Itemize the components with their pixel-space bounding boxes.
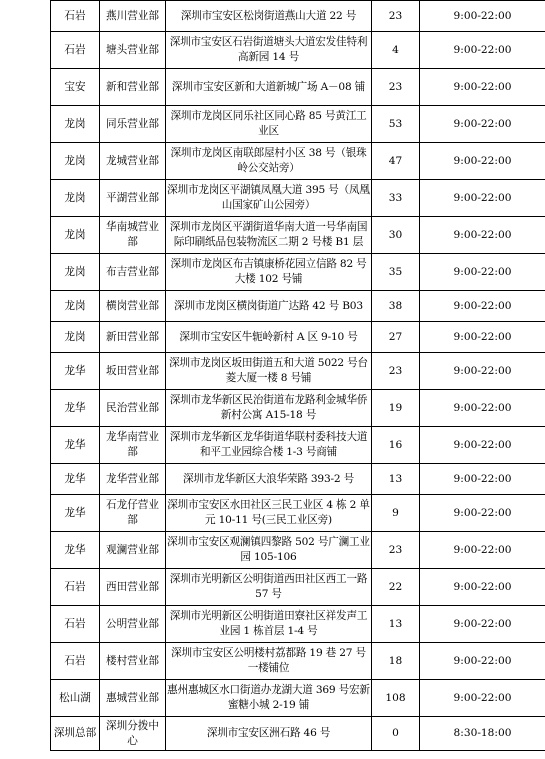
address-cell: 深圳市宝安区牛轭岭新村 A 区 9-10 号: [166, 322, 372, 353]
count-cell: 9: [372, 495, 420, 532]
table-row: [51, 291, 545, 322]
count-cell: 27: [372, 322, 420, 353]
table-row: [51, 106, 545, 143]
address-cell: 深圳市龙岗区布吉镇康桥花园立信路 82 号大楼 102 号铺: [166, 254, 372, 291]
region-cell: 龙岗: [51, 143, 100, 180]
region-cell: 龙华: [51, 427, 100, 464]
address-cell: 深圳市宝安区公明楼村荔都路 19 巷 27 号一楼铺位: [166, 643, 372, 680]
count-cell: 22: [372, 569, 420, 606]
region-cell: 龙华: [51, 390, 100, 427]
address-cell: 深圳市宝安区新和大道新城广场 A－08 铺: [166, 69, 372, 106]
table-row: [51, 353, 545, 390]
region-cell: 龙岗: [51, 217, 100, 254]
table-row: [51, 464, 545, 495]
count-cell: 18: [372, 643, 420, 680]
branch-name-cell: 公明营业部: [100, 606, 166, 643]
branch-name-cell: 新田营业部: [100, 322, 166, 353]
region-cell: 龙岗: [51, 291, 100, 322]
region-cell: 龙岗: [51, 106, 100, 143]
region-cell: 石岩: [51, 32, 100, 69]
branch-table-body: [51, 1, 545, 751]
hours-cell: 9:00-22:00: [420, 353, 545, 390]
hours-cell: 9:00-22:00: [420, 322, 545, 353]
count-cell: 108: [372, 680, 420, 717]
branch-name-cell: 石龙仔营业部: [100, 495, 166, 532]
branch-name-cell: 横岗营业部: [100, 291, 166, 322]
hours-cell: 9:00-22:00: [420, 464, 545, 495]
hours-cell: 9:00-22:00: [420, 291, 545, 322]
hours-cell: 9:00-22:00: [420, 143, 545, 180]
table-row: [51, 532, 545, 569]
hours-cell: 9:00-22:00: [420, 427, 545, 464]
address-cell: 深圳市龙岗区坂田街道五和大道 5022 号台菱大厦一楼 8 号铺: [166, 353, 372, 390]
count-cell: 13: [372, 606, 420, 643]
count-cell: 23: [372, 1, 420, 32]
hours-cell: 9:00-22:00: [420, 254, 545, 291]
branch-name-cell: 观澜营业部: [100, 532, 166, 569]
region-cell: 龙华: [51, 464, 100, 495]
table-row: [51, 143, 545, 180]
count-cell: 38: [372, 291, 420, 322]
branch-name-cell: 深圳分拨中心: [100, 717, 166, 751]
branch-name-cell: 新和营业部: [100, 69, 166, 106]
count-cell: 30: [372, 217, 420, 254]
table-row: [51, 180, 545, 217]
table-row: [51, 606, 545, 643]
count-cell: 19: [372, 390, 420, 427]
table-row: [51, 643, 545, 680]
address-cell: 深圳市龙华新区大浪华荣路 393-2 号: [166, 464, 372, 495]
table-row: [51, 217, 545, 254]
table-row: [51, 495, 545, 532]
address-cell: 深圳市宝安区石岩街道塘头大道宏发佳特利高新园 14 号: [166, 32, 372, 69]
address-cell: 深圳市龙华新区龙华街道华联村委科技大道和平工业园综合楼 1-3 号商铺: [166, 427, 372, 464]
branch-table: [50, 0, 545, 751]
branch-name-cell: 布吉营业部: [100, 254, 166, 291]
table-row: [51, 32, 545, 69]
hours-cell: 9:00-22:00: [420, 180, 545, 217]
address-cell: 深圳市龙华新区民治街道布龙路利金城华侨新村公寓 A15-18 号: [166, 390, 372, 427]
count-cell: 35: [372, 254, 420, 291]
address-cell: 深圳市宝安区松岗街道燕山大道 22 号: [166, 1, 372, 32]
region-cell: 石岩: [51, 1, 100, 32]
count-cell: 23: [372, 532, 420, 569]
branch-name-cell: 惠城营业部: [100, 680, 166, 717]
count-cell: 16: [372, 427, 420, 464]
branch-name-cell: 西田营业部: [100, 569, 166, 606]
hours-cell: 9:00-22:00: [420, 390, 545, 427]
region-cell: 龙岗: [51, 180, 100, 217]
table-row: [51, 322, 545, 353]
hours-cell: 9:00-22:00: [420, 69, 545, 106]
table-row: [51, 254, 545, 291]
branch-name-cell: 同乐营业部: [100, 106, 166, 143]
hours-cell: 9:00-22:00: [420, 1, 545, 32]
region-cell: 龙岗: [51, 322, 100, 353]
region-cell: 龙华: [51, 353, 100, 390]
region-cell: 松山湖: [51, 680, 100, 717]
address-cell: 深圳市光明新区公明街道田寮社区祥发声工业园 1 栋首层 1-4 号: [166, 606, 372, 643]
hours-cell: 9:00-22:00: [420, 495, 545, 532]
address-cell: 深圳市龙岗区横岗街道广达路 42 号 B03: [166, 291, 372, 322]
count-cell: 23: [372, 353, 420, 390]
region-cell: 龙华: [51, 495, 100, 532]
hours-cell: 9:00-22:00: [420, 569, 545, 606]
count-cell: 33: [372, 180, 420, 217]
branch-name-cell: 楼村营业部: [100, 643, 166, 680]
branch-name-cell: 燕川营业部: [100, 1, 166, 32]
count-cell: 13: [372, 464, 420, 495]
region-cell: 石岩: [51, 569, 100, 606]
table-row: [51, 427, 545, 464]
table-row: [51, 1, 545, 32]
address-cell: 深圳市龙岗区南联郎屋村小区 38 号（银珠岭公交站旁）: [166, 143, 372, 180]
table-row: [51, 680, 545, 717]
hours-cell: 9:00-22:00: [420, 606, 545, 643]
branch-name-cell: 坂田营业部: [100, 353, 166, 390]
region-cell: 深圳总部: [51, 717, 100, 751]
branch-name-cell: 塘头营业部: [100, 32, 166, 69]
table-row: [51, 390, 545, 427]
table-row: [51, 717, 545, 751]
count-cell: 53: [372, 106, 420, 143]
address-cell: 深圳市宝安区观澜镇四黎路 502 号广澜工业园 105-106: [166, 532, 372, 569]
count-cell: 0: [372, 717, 420, 751]
branch-name-cell: 龙华南营业部: [100, 427, 166, 464]
branch-name-cell: 华南城营业部: [100, 217, 166, 254]
address-cell: 深圳市宝安区洲石路 46 号: [166, 717, 372, 751]
address-cell: 深圳市龙岗区同乐社区同心路 85 号黄江工业区: [166, 106, 372, 143]
hours-cell: 9:00-22:00: [420, 532, 545, 569]
address-cell: 深圳市龙岗区平湖镇凤凰大道 395 号（凤凰山国家矿山公园旁）: [166, 180, 372, 217]
branch-name-cell: 龙华营业部: [100, 464, 166, 495]
count-cell: 47: [372, 143, 420, 180]
address-cell: 惠州惠城区水口街道办龙湖大道 369 号宏新蜜糖小城 2-19 铺: [166, 680, 372, 717]
hours-cell: 9:00-22:00: [420, 643, 545, 680]
branch-name-cell: 龙城营业部: [100, 143, 166, 180]
hours-cell: 9:00-22:00: [420, 217, 545, 254]
region-cell: 石岩: [51, 606, 100, 643]
count-cell: 4: [372, 32, 420, 69]
hours-cell: 9:00-22:00: [420, 680, 545, 717]
count-cell: 23: [372, 69, 420, 106]
region-cell: 龙岗: [51, 254, 100, 291]
branch-name-cell: 平湖营业部: [100, 180, 166, 217]
table-row: [51, 569, 545, 606]
address-cell: 深圳市光明新区公明街道西田社区西工一路 57 号: [166, 569, 372, 606]
region-cell: 石岩: [51, 643, 100, 680]
hours-cell: 9:00-22:00: [420, 32, 545, 69]
hours-cell: 8:30-18:00: [420, 717, 545, 751]
hours-cell: 9:00-22:00: [420, 106, 545, 143]
address-cell: 深圳市宝安区水田社区三民工业区 4 栋 2 单元 10-11 号(三民工业区旁): [166, 495, 372, 532]
branch-name-cell: 民治营业部: [100, 390, 166, 427]
address-cell: 深圳市龙岗区平湖街道华南大道一号华南国际印刷纸品包装物流区二期 2 号楼 B1 层: [166, 217, 372, 254]
region-cell: 宝安: [51, 69, 100, 106]
table-row: [51, 69, 545, 106]
region-cell: 龙华: [51, 532, 100, 569]
